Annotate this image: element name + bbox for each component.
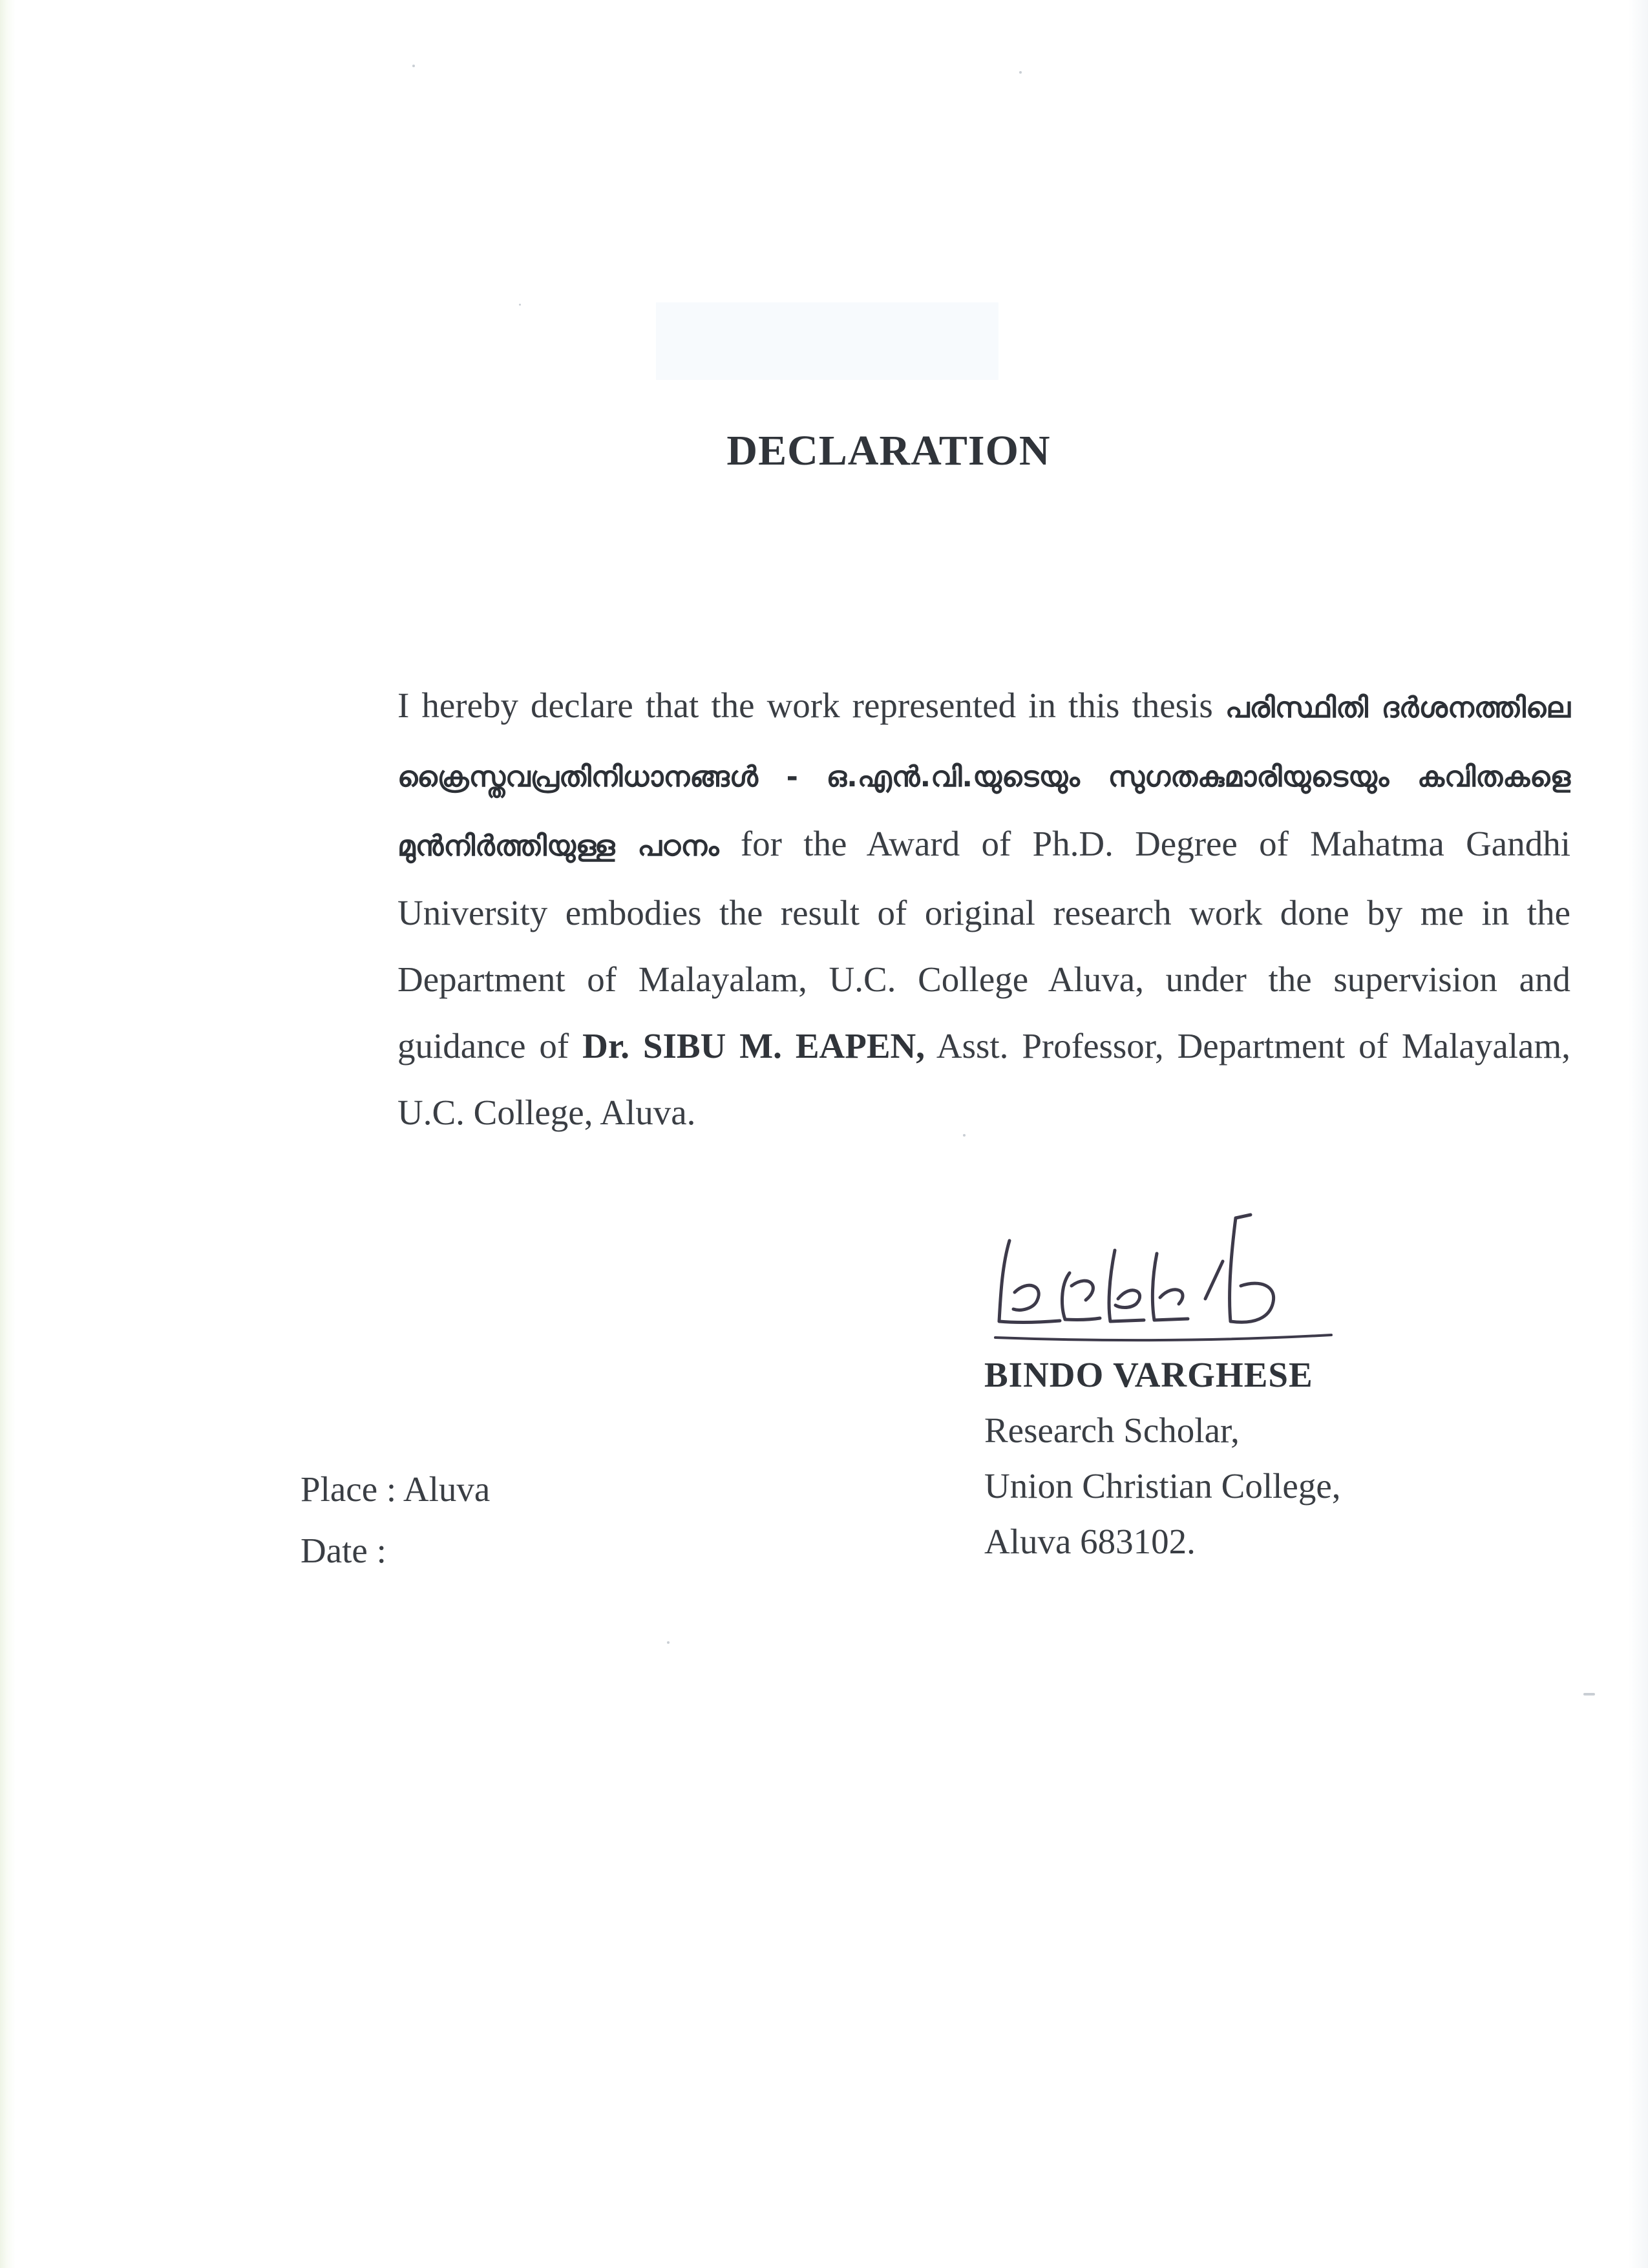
date-line: Date : (301, 1531, 386, 1570)
signatory-address: Aluva 683102. (984, 1522, 1196, 1561)
signatory-institution: Union Christian College, (984, 1466, 1341, 1506)
scan-speck (963, 1134, 966, 1137)
scan-speck (667, 1641, 670, 1644)
signatory-role: Research Scholar, (984, 1411, 1240, 1450)
declaration-paragraph (301, 672, 1570, 1146)
declaration-text-main: for the Award of Ph.D. Degree of Mahatma Gandhi University embodies the result of original research work done by me in the Department of Malayalam, U.C. College Aluva, under the supervision and guidance of (397, 824, 1570, 1066)
declaration-text-intro: I hereby declare that the work represented in this thesis (397, 686, 1225, 725)
scan-speck (1583, 1693, 1595, 1696)
signatory-block (984, 1347, 1340, 1570)
thesis-title-malayalam: പരിസ്ഥിതി ദർശനത്തിലെ ക്രൈസ്തവപ്രതിനിധാനങ്ങൾ - ഒ.എൻ.വി.യുടെയും സുഗതകുമാരിയുടെയും കവിതകളെ മുൻനിർത്തിയുള്ള പഠനം (397, 691, 1570, 863)
declaration-text-closing: Asst. Professor, Department of Malayalam, U.C. College, Aluva. (397, 1026, 1570, 1132)
scan-speck (519, 304, 521, 306)
supervisor-name: Dr. SIBU M. EAPEN, (582, 1026, 925, 1066)
place-line: Place : Aluva (301, 1469, 491, 1509)
signatory-name: BINDO VARGHESE (984, 1355, 1313, 1394)
scan-speck (1019, 71, 1022, 74)
place-date-block (301, 1458, 490, 1581)
scan-speck (412, 65, 415, 67)
handwritten-signature (982, 1189, 1344, 1357)
scan-artifact (656, 302, 998, 380)
page-title: DECLARATION (726, 427, 1051, 474)
